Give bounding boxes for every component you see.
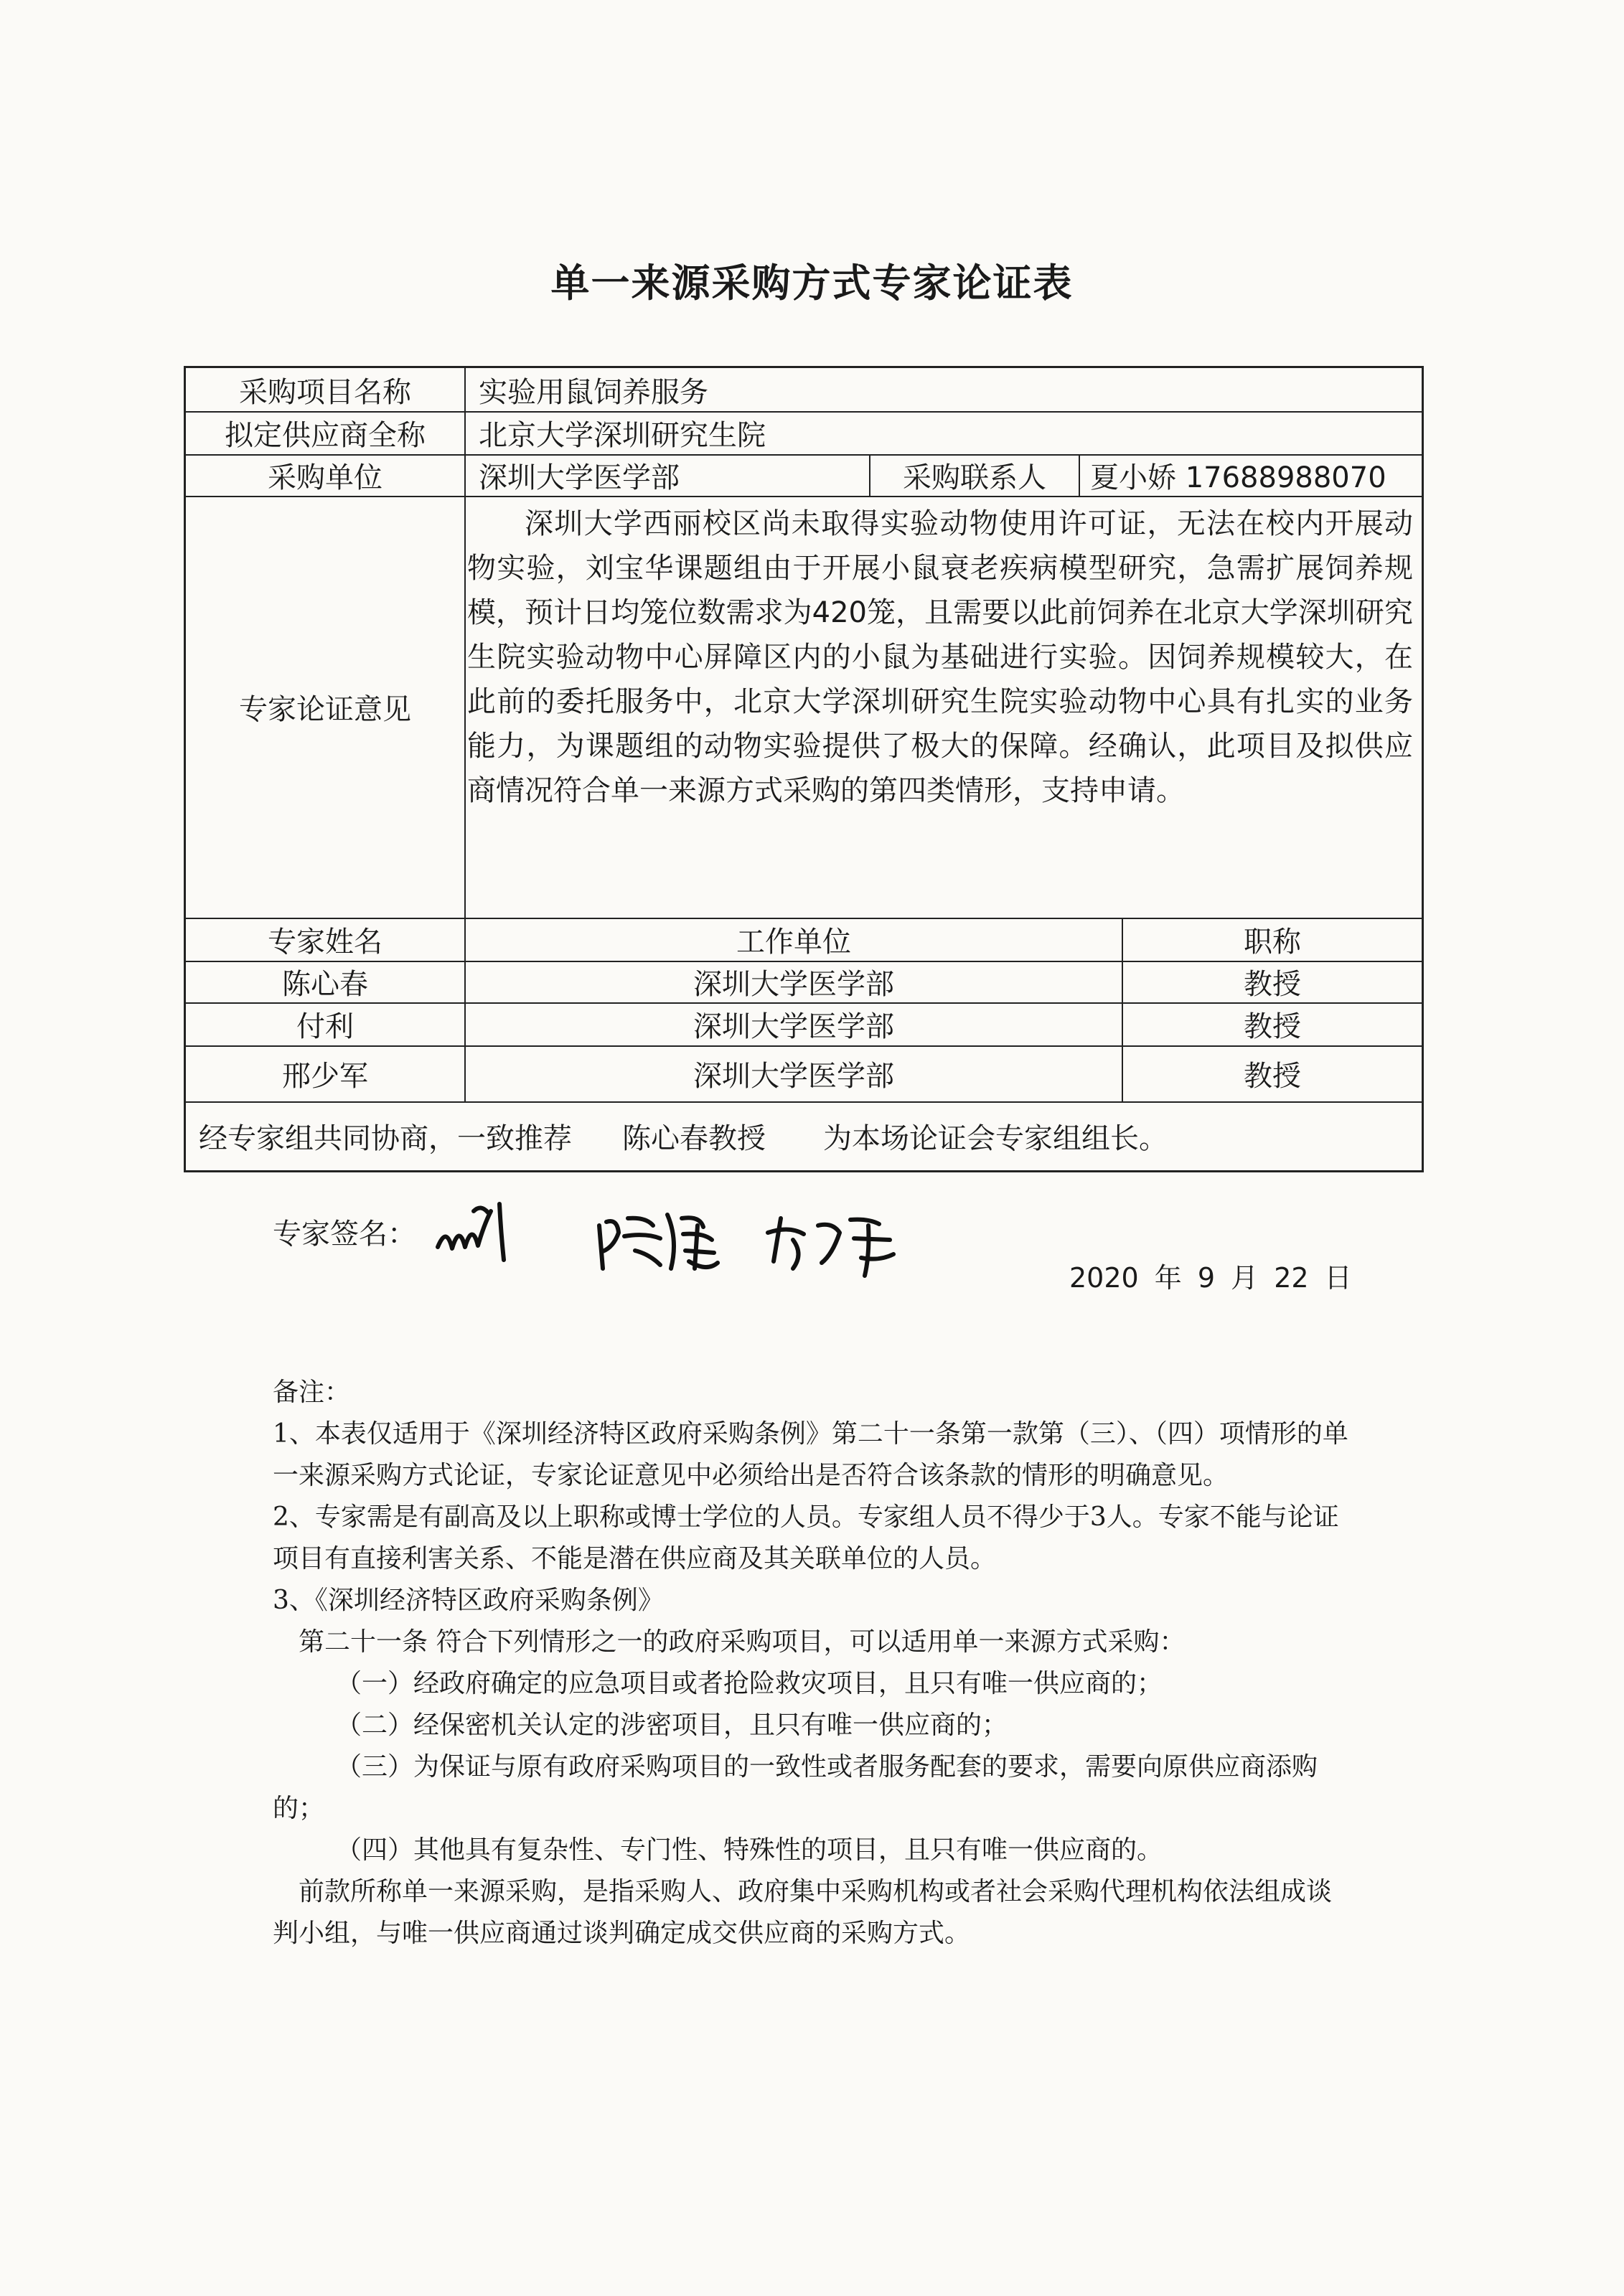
signature-date: 2020 年 9 月 22 日 (1069, 1262, 1352, 1294)
leader-line-prefix: 经专家组共同协商，一致推荐 (199, 1121, 572, 1155)
leader-recommendation (199, 1101, 1419, 1170)
supplier-label: 拟定供应商全称 (225, 418, 426, 452)
notes-section (273, 1372, 1349, 1954)
note-1: 1、本表仅适用于《深圳经济特区政府采购条例》第二十一条第一款第（三）、（四）项情形的单一来源采购方式论证，专家论证意见中必须给出是否符合该条款的情形的明确意见。 (273, 1419, 1348, 1490)
supplier-value: 北京大学深圳研究生院 (479, 418, 766, 452)
article-21: 第二十一条 符合下列情形之一的政府采购项目，可以适用单一来源方式采购： (299, 1627, 1186, 1657)
expert-unit-header: 工作单位 (736, 925, 851, 959)
contact-label: 采购联系人 (903, 461, 1046, 494)
expert-title: 教授 (1244, 1059, 1301, 1093)
signature-label: 专家签名： (273, 1218, 416, 1251)
expert-unit: 深圳大学医学部 (693, 1059, 894, 1093)
expert-title: 教授 (1244, 1010, 1301, 1043)
notes-heading: 备注： (273, 1378, 351, 1407)
demonstration-form (184, 366, 1424, 1172)
expert-name: 陈心春 (282, 967, 368, 1001)
clause-2: （二）经保密机关认定的涉密项目，且只有唯一供应商的； (336, 1711, 1008, 1740)
clause-1: （一）经政府确定的应急项目或者抢险救灾项目，且只有唯一供应商的； (336, 1669, 1163, 1698)
expert-name: 邢少军 (282, 1059, 368, 1093)
document-title: 单一来源采购方式专家论证表 (550, 260, 1074, 306)
expert-title-header: 职称 (1244, 925, 1301, 959)
purchasing-unit-label: 采购单位 (268, 461, 382, 494)
expert-unit: 深圳大学医学部 (693, 1010, 894, 1043)
expert-title: 教授 (1244, 967, 1301, 1001)
purchasing-unit-value: 深圳大学医学部 (479, 461, 680, 494)
clause-3: （三）为保证与原有政府采购项目的一致性或者服务配套的要求，需要向原供应商添购的； (273, 1752, 1318, 1823)
expert-name-header: 专家姓名 (268, 925, 382, 959)
contact-value: 夏小娇 17688988070 (1090, 461, 1386, 494)
closing-paragraph: 前款所称单一来源采购，是指采购人、政府集中采购机构或者社会采购代理机构依法组成谈判小组，与唯一供应商通过谈判确定成交供应商的采购方式。 (273, 1877, 1333, 1948)
handwritten-signatures (431, 1182, 976, 1290)
project-name-value: 实验用鼠饲养服务 (479, 375, 708, 409)
note-3: 3、《深圳经济特区政府采购条例》 (273, 1586, 664, 1615)
expert-name: 付利 (296, 1010, 354, 1043)
leader-name: 陈心春教授 (622, 1121, 766, 1155)
leader-line-suffix: 为本场论证会专家组组长。 (823, 1121, 1168, 1155)
note-2: 2、专家需是有副高及以上职称或博士学位的人员。专家组人员不得少于3人。专家不能与论证项目有直接利害关系、不能是潜在供应商及其关联单位的人员。 (273, 1502, 1339, 1573)
expert-opinion-text: 深圳大学西丽校区尚未取得实验动物使用许可证，无法在校内开展动物实验，刘宝华课题组由于开展小鼠衰老疾病模型研究，急需扩展饲养规模，预计日均笼位数需求为420笼，且需要以此前饲养在北京大学深圳研究生院实验动物中心屏障区内的小鼠为基础进行实验。因饲养规模较大，在此前的委托服务中，北京大学深圳研究生院实验动物中心具有扎实的业务能力，为课题组的动物实验提供了极大的保障。经确认，此项目及拟供应商情况符合单一来源方式采购的第四类情形，支持申请。 (467, 507, 1413, 807)
expert-unit: 深圳大学医学部 (693, 967, 894, 1001)
clause-4: （四）其他具有复杂性、专门性、特殊性的项目，且只有唯一供应商的。 (336, 1835, 1163, 1865)
expert-opinion-label: 专家论证意见 (239, 692, 411, 726)
project-name-label: 采购项目名称 (239, 375, 411, 409)
